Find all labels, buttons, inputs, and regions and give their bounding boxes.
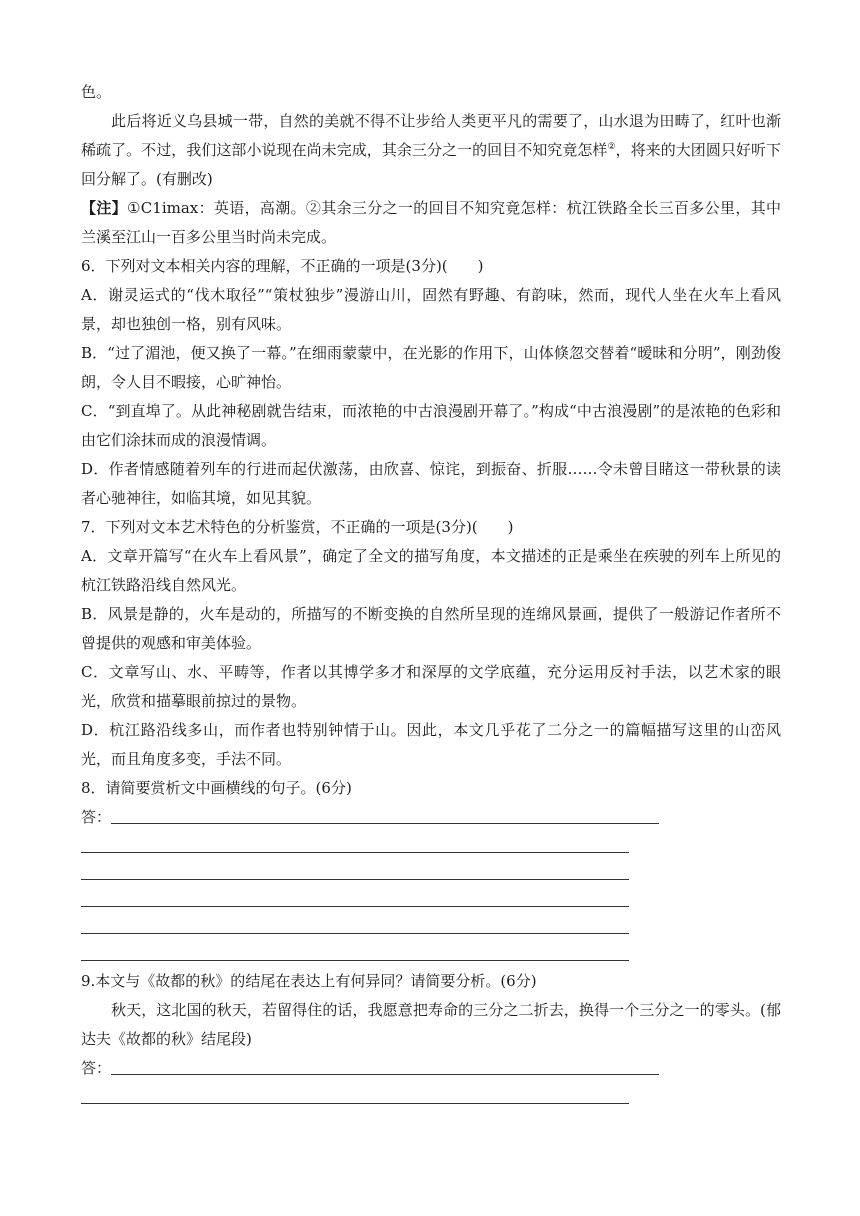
q8-answer-line-1[interactable] <box>111 823 659 824</box>
annotation-note <box>81 194 781 252</box>
passage-final-paragraph <box>81 107 781 194</box>
q7-option-d: D．杭江路沿线多山，而作者也特别钟情于山。因此，本文几乎花了二分之一的篇幅描写这里的山峦风光，而且角度多变，手法不同。 <box>81 721 781 768</box>
q9-answer-line-1[interactable] <box>111 1074 659 1075</box>
exam-page <box>81 78 781 1110</box>
passage-final-end: ，将来的大团圆只好听下回分解了。(有删改) <box>81 141 781 188</box>
q6-option-b: B．“过了湄池，便又换了一幕。”在细雨蒙蒙中，在光影的作用下，山体倏忽交替着“暧昧和分明”，刚劲俊朗，令人目不暇接，心旷神怡。 <box>81 344 781 391</box>
q7-option-c: C．文章写山、水、平畴等，作者以其博学多才和深厚的文学底蕴，充分运用反衬手法，以艺术家的眼光，欣赏和描摹眼前掠过的景物。 <box>81 663 781 710</box>
q9-answer-row-2[interactable] <box>81 1083 781 1110</box>
q8-stem: 8．请简要赏析文中画横线的句子。(6分) <box>81 779 352 797</box>
q8-answer-line-4[interactable] <box>81 906 629 907</box>
q8-answer-line-2[interactable] <box>81 852 629 853</box>
q8-answer-row-5[interactable] <box>81 913 781 940</box>
q9-answer-row[interactable] <box>81 1054 781 1083</box>
q8-answer-line-6[interactable] <box>81 960 629 961</box>
q8-answer-line-3[interactable] <box>81 879 629 880</box>
q8-answer-row-4[interactable] <box>81 886 781 913</box>
passage-tail: 色。 <box>81 83 112 101</box>
q8-answer-label: 答： <box>81 808 112 826</box>
q8-answer-row-2[interactable] <box>81 832 781 859</box>
q9-stem: 9.本文与《故都的秋》的结尾在表达上有何异同？请简要分析。(6分) <box>81 972 537 990</box>
q9-answer-label: 答： <box>81 1059 112 1077</box>
q7-stem: 7．下列对文本艺术特色的分析鉴赏，不正确的一项是(3分)( ) <box>81 518 514 536</box>
note-tag: 【注】 <box>81 199 128 217</box>
q8-answer-row[interactable] <box>81 803 781 832</box>
q9-answer-line-2[interactable] <box>81 1103 629 1104</box>
q6-stem: 6．下列对文本相关内容的理解，不正确的一项是(3分)( ) <box>81 257 484 275</box>
q6-option-a: A．谢灵运式的“伐木取径”“策杖独步”漫游山川，固然有野趣、有韵味，然而，现代人坐在火车上看风景，却也独创一格，别有风味。 <box>81 286 781 333</box>
note-text: ①C1imax：英语，高潮。②其余三分之一的回目不知究竟怎样：杭江铁路全长三百多公里，其中兰溪至江山一百多公里当时尚未完成。 <box>81 199 781 246</box>
q8-answer-line-5[interactable] <box>81 933 629 934</box>
footnote-marker: ② <box>607 142 616 152</box>
q9-quote: 秋天，这北国的秋天，若留得住的话，我愿意把寿命的三分之二折去，换得一个三分之一的零头。(郁达夫《故都的秋》结尾段) <box>81 1001 781 1048</box>
q8-answer-row-6[interactable] <box>81 940 781 967</box>
q7-option-a: A．文章开篇写“在火车上看风景”，确定了全文的描写角度，本文描述的正是乘坐在疾驶的列车上所见的杭江铁路沿线自然风光。 <box>81 547 781 594</box>
q6-option-d: D．作者情感随着列车的行进而起伏激荡，由欣喜、惊诧，到振奋、折服……令未曾目睹这一带秋景的读者心驰神往，如临其境，如见其貌。 <box>81 460 781 507</box>
q6-option-c: C．“到直埠了。从此神秘剧就告结束，而浓艳的中古浪漫剧开幕了。”构成“中古浪漫剧”的是浓艳的色彩和由它们涂抹而成的浪漫情调。 <box>81 402 781 449</box>
passage-final-text: 此后将近义乌县城一带，自然的美就不得不让步给人类更平凡的需要了，山水退为田畴了，红叶也渐稀疏了。不过，我们这部小说现在尚未完成，其余三分之一的回目不知究竟怎样 <box>81 112 781 159</box>
q8-answer-row-3[interactable] <box>81 859 781 886</box>
q7-option-b: B．风景是静的，火车是动的，所描写的不断变换的自然所呈现的连绵风景画，提供了一般游记作者所不曾提供的观感和审美体验。 <box>81 605 781 652</box>
